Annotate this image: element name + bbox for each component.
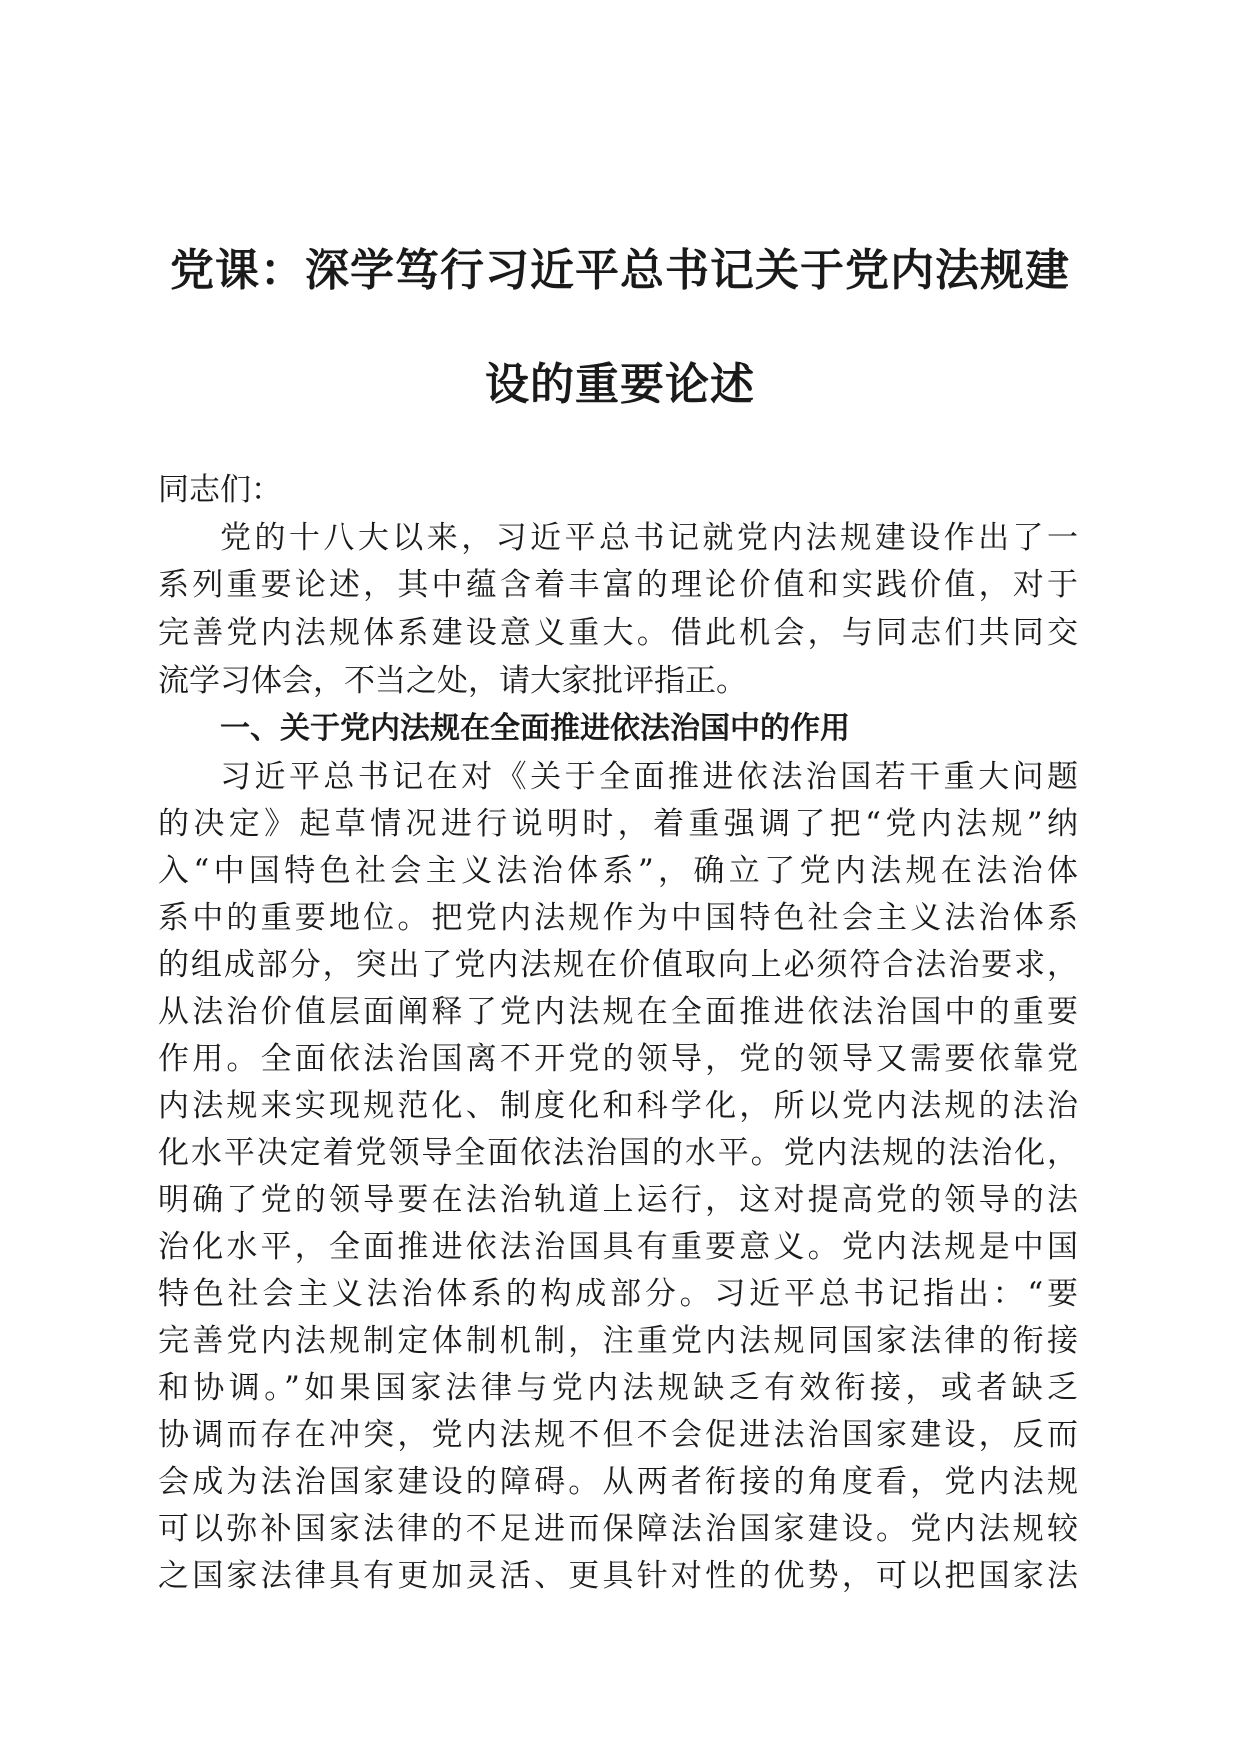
body-line: 协调而存在冲突，党内法规不但不会促进法治国家建设，反而 (158, 1417, 1078, 1453)
body-line: 治化水平，全面推进依法治国具有重要意义。党内法规是中国 (158, 1229, 1078, 1265)
intro-line: 流学习体会，不当之处，请大家批评指正。 (158, 663, 747, 699)
section-1-heading: 一、关于党内法规在全面推进依法治国中的作用 (220, 711, 850, 746)
body-line: 化水平决定着党领导全面依法治国的水平。党内法规的法治化， (158, 1135, 1078, 1171)
intro-line: 完善党内法规体系建设意义重大。借此机会，与同志们共同交 (158, 615, 1078, 651)
body-line: 的组成部分，突出了党内法规在价值取向上必须符合法治要求， (158, 947, 1078, 983)
body-line: 可以弥补国家法律的不足进而保障法治国家建设。党内法规较 (158, 1511, 1078, 1547)
intro-line: 系列重要论述，其中蕴含着丰富的理论价值和实践价值，对于 (158, 567, 1078, 603)
salutation: 同志们： (158, 472, 282, 508)
document-title-line-2: 设的重要论述 (485, 359, 755, 410)
body-line: 之国家法律具有更加灵活、更具针对性的优势，可以把国家法 (158, 1558, 1078, 1594)
body-line: 作用。全面依法治国离不开党的领导，党的领导又需要依靠党 (158, 1041, 1078, 1077)
body-line: 完善党内法规制定体制机制，注重党内法规同国家法律的衔接 (158, 1323, 1078, 1359)
body-line: 特色社会主义法治体系的构成部分。习近平总书记指出：“要 (158, 1276, 1078, 1312)
body-line: 习近平总书记在对《关于全面推进依法治国若干重大问题 (220, 759, 1078, 795)
body-line: 入“中国特色社会主义法治体系”，确立了党内法规在法治体 (158, 853, 1078, 889)
body-line: 和协调。”如果国家法律与党内法规缺乏有效衔接，或者缺乏 (158, 1370, 1078, 1406)
body-line: 明确了党的领导要在法治轨道上运行，这对提高党的领导的法 (158, 1182, 1078, 1218)
body-line: 从法治价值层面阐释了党内法规在全面推进依法治国中的重要 (158, 994, 1078, 1030)
body-line: 内法规来实现规范化、制度化和科学化，所以党内法规的法治 (158, 1088, 1078, 1124)
document-title-line-1: 党课：深学笃行习近平总书记关于党内法规建 (170, 245, 1070, 296)
body-line: 系中的重要地位。把党内法规作为中国特色社会主义法治体系 (158, 900, 1078, 936)
body-line: 的决定》起草情况进行说明时，着重强调了把“党内法规”纳 (158, 806, 1078, 842)
intro-line: 党的十八大以来，习近平总书记就党内法规建设作出了一 (220, 520, 1078, 556)
body-line: 会成为法治国家建设的障碍。从两者衔接的角度看，党内法规 (158, 1464, 1078, 1500)
